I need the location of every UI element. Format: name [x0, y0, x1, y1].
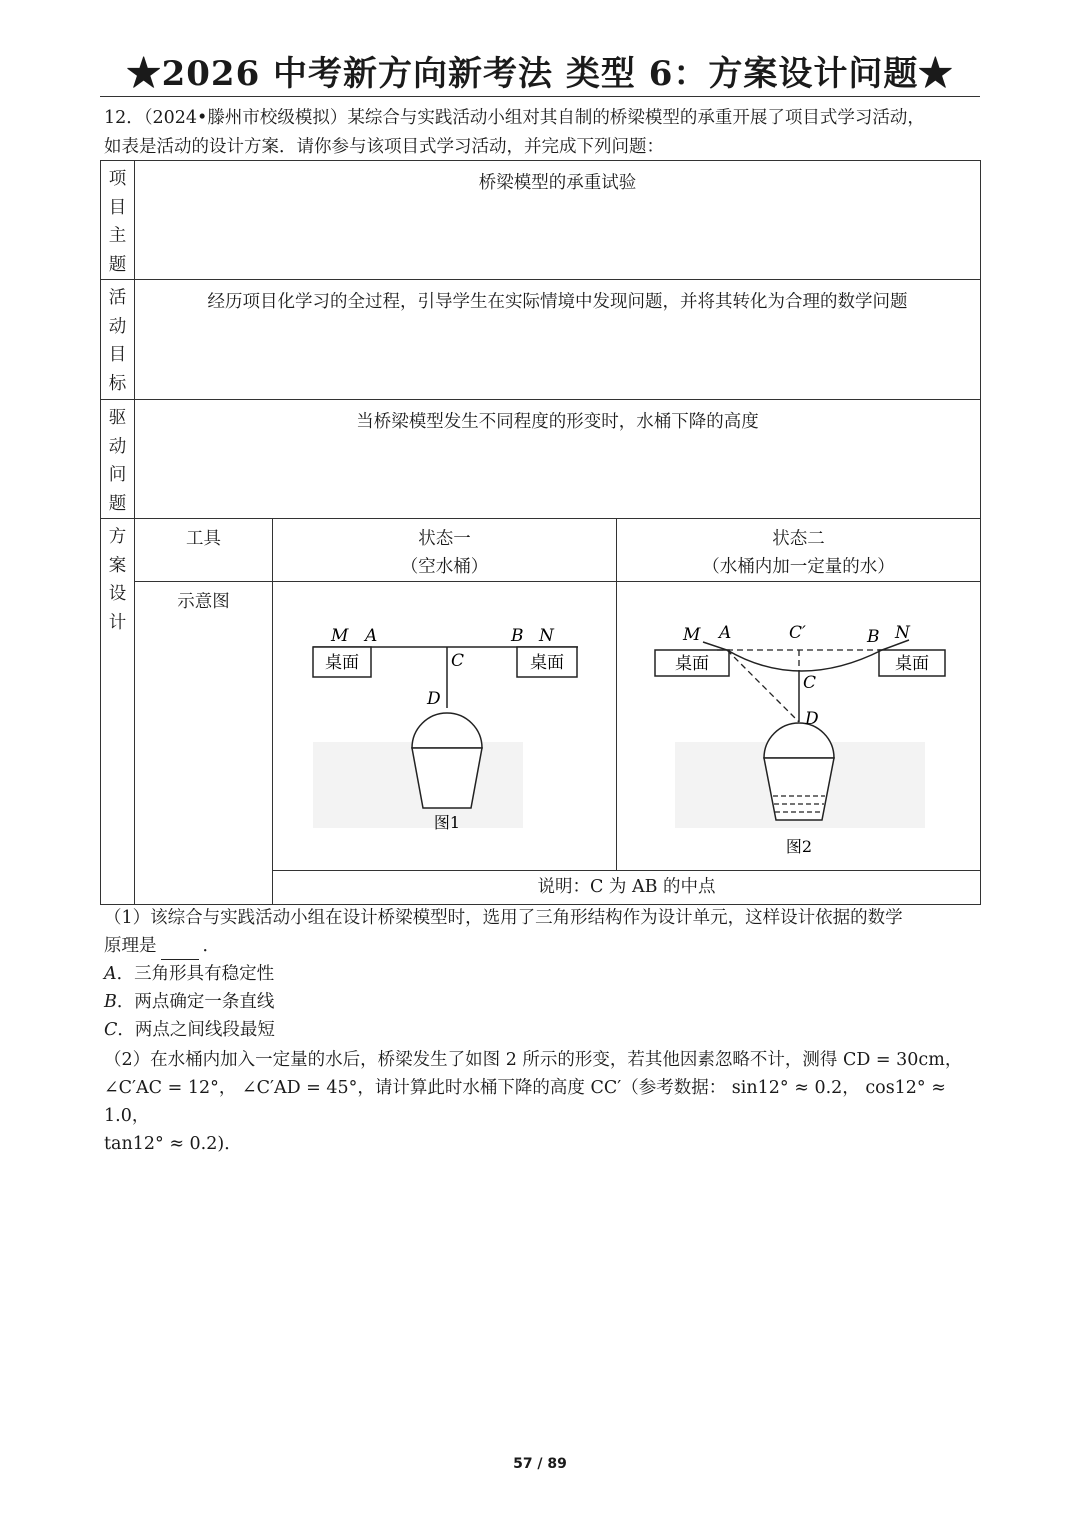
- point-M-1: M: [331, 626, 349, 646]
- point-B-2: B: [867, 627, 880, 647]
- bucket-2: [764, 758, 834, 820]
- point-A-1: A: [365, 626, 378, 646]
- goal-content: 经历项目化学习的全过程，引导学生在实际情境中发现问题，并将其转化为合理的数学问题: [135, 280, 981, 400]
- point-D-1: D: [427, 689, 441, 709]
- table-row-topic: [101, 161, 981, 280]
- state-two: 状态二 （水桶内加一定量的水）: [617, 519, 981, 582]
- desk-left-label-2: 桌面: [675, 654, 709, 674]
- point-C-1: C: [451, 651, 465, 671]
- point-D-2: D: [805, 709, 819, 729]
- topic-content: 桥梁模型的承重试验: [135, 161, 981, 280]
- tool-label: 工具: [135, 519, 273, 582]
- title-rule: [100, 96, 980, 97]
- figure-1-cell: [273, 582, 617, 871]
- bucket-lid-2: [764, 723, 834, 758]
- desk-right-label-2: 桌面: [895, 654, 929, 674]
- table-row-tools: [101, 519, 981, 582]
- part-1-line-1: （1）该综合与实践活动小组在设计桥梁模型时，选用了三角形结构作为设计单元，这样设计依据的数学: [104, 908, 903, 928]
- point-Cprime-2: C′: [789, 623, 806, 643]
- option-c: C．两点之间线段最短: [104, 1020, 275, 1040]
- state-one: 状态一 （空水桶）: [273, 519, 617, 582]
- bucket-1: [412, 748, 482, 808]
- bucket-lid-1: [412, 713, 482, 748]
- row-label-plan: 方 案 设 计: [101, 519, 135, 905]
- desk-right-label: 桌面: [530, 653, 564, 673]
- figure-1: [273, 582, 616, 870]
- figure-2-cell: [617, 582, 981, 871]
- page-title: ★2026 中考新方向新考法 类型 6：方案设计问题★: [126, 54, 954, 94]
- part-2-line-3: tan12° ≈ 0.2)．: [104, 1134, 242, 1154]
- part-2-line-1: （2）在水桶内加入一定量的水后，桥梁发生了如图 2 所示的形变，若其他因素忽略不计，测得 CD = 30cm，: [104, 1050, 963, 1070]
- question-intro: [104, 104, 984, 162]
- point-N-1: N: [539, 626, 554, 646]
- page-number: 57 / 89: [513, 1456, 567, 1472]
- option-a: A．三角形具有稳定性: [104, 964, 275, 984]
- part-2-line-2: ∠C′AC = 12°， ∠C′AD = 45°，请计算此时水桶下降的高度 CC′（参考数据： sin12° ≈ 0.2， cos12° ≈ 1.0，: [104, 1078, 946, 1126]
- table-row-goal: [101, 280, 981, 400]
- part-2: [104, 1046, 984, 1158]
- row-label-goal: 活 动 目 标: [101, 280, 135, 400]
- intro-line-2: 如表是活动的设计方案．请你参与该项目式学习活动，并完成下列问题：: [104, 137, 664, 157]
- intro-line-1: 12．（2024•滕州市校级模拟）某综合与实践活动小组对其自制的桥梁模型的承重开展了项目式学习活动，: [104, 108, 925, 128]
- diagram-label: 示意图: [135, 582, 273, 905]
- question-content: 当桥梁模型发生不同程度的形变时，水桶下降的高度: [135, 400, 981, 519]
- note: 说明：C 为 AB 的中点: [273, 871, 981, 905]
- row-label-topic: 项 目 主 题: [101, 161, 135, 280]
- part-1: [104, 904, 984, 1044]
- line-AD: [727, 650, 799, 722]
- answer-blank[interactable]: [161, 941, 199, 960]
- table-row-question: [101, 400, 981, 519]
- option-b: B．两点确定一条直线: [104, 992, 275, 1012]
- desk-left-label: 桌面: [325, 653, 359, 673]
- point-A-2: A: [719, 623, 732, 643]
- part-1-line-2: 原理是 ．: [104, 932, 984, 960]
- figure-2: [617, 582, 980, 870]
- figure-1-caption: 图1: [433, 813, 461, 832]
- figure-2-caption: 图2: [785, 837, 813, 856]
- point-B-1: B: [511, 626, 524, 646]
- point-N-2: N: [895, 623, 910, 643]
- point-M-2: M: [683, 625, 701, 645]
- plan-table: [100, 160, 981, 905]
- point-C-2: C: [803, 673, 817, 693]
- table-row-diagram: [101, 582, 981, 871]
- row-label-question: 驱 动 问 题: [101, 400, 135, 519]
